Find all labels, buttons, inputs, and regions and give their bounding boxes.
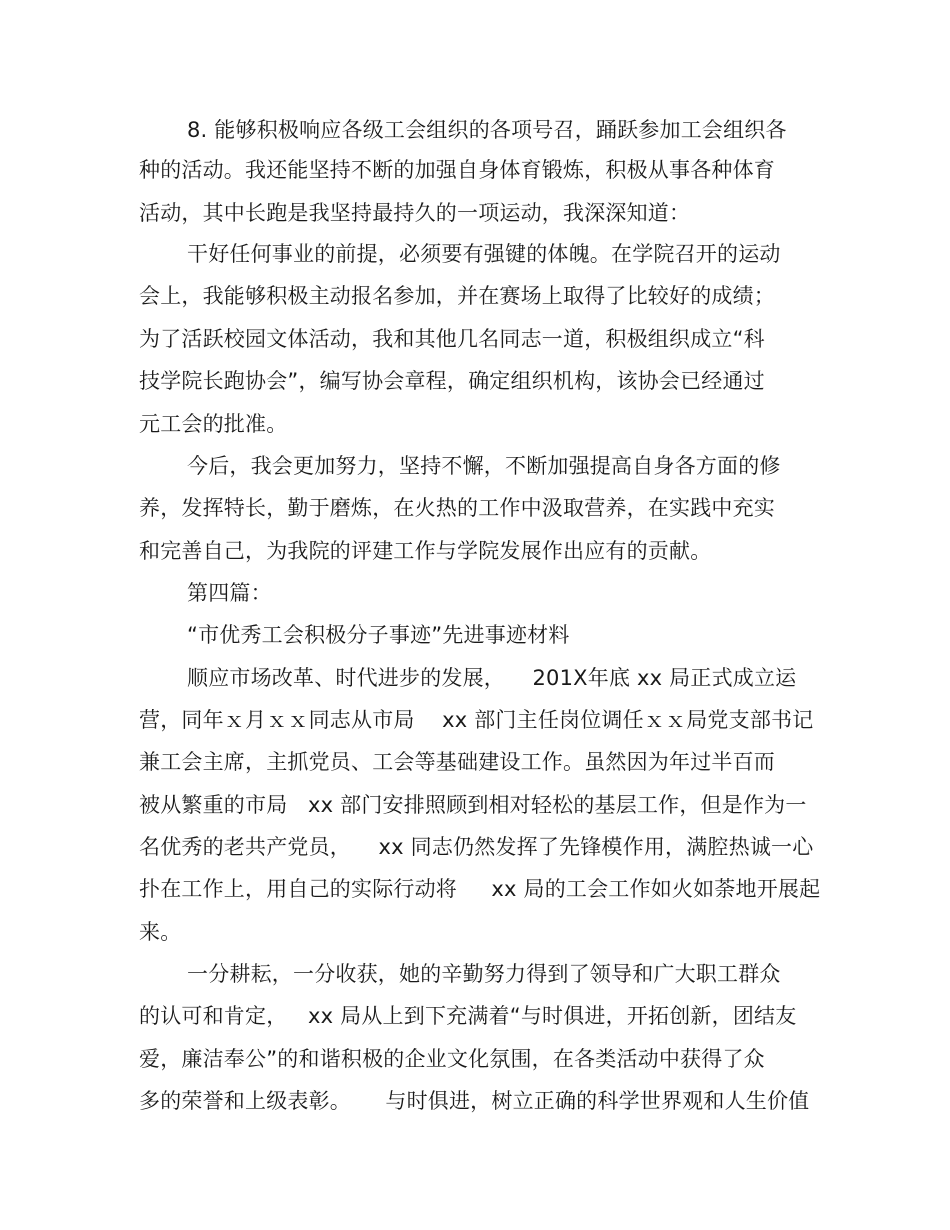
text-line: 8. 能够积极响应各级工会组织的各项号召，踊跃参加工会组织各 [187, 118, 787, 142]
text-line: 会上，我能够积极主动报名参加，并在赛场上取得了比较好的成绩； [139, 284, 775, 308]
text-line: 和完善自己，为我院的评建工作与学院发展作出应有的贡献。 [139, 539, 712, 563]
text-line: 干好任何事业的前提，必须要有强键的体魄。在学院召开的运动 [187, 242, 781, 266]
text-line: 兼工会主席，主抓党员、工会等基础建设工作。虽然因为年过半百而 [139, 750, 775, 774]
text-line: 一分耕耘，一分收获，她的辛勤努力得到了领导和广大职工群众 [187, 962, 781, 986]
text-line: 多的荣誉和上级表彰。 与时俱进，树立正确的科学世界观和人生价值 [139, 1089, 810, 1113]
text-line: 顺应市场改革、时代进步的发展， 201X年底 xx 局正式成立运 [187, 666, 797, 690]
text-line: 来。 [139, 920, 182, 944]
text-line: 活动，其中长跑是我坚持最持久的一项运动，我深深知道： [139, 201, 691, 225]
text-line: 营，同年ｘ月ｘｘ同志从市局 xx 部门主任岗位调任ｘｘ局党支部书记 [139, 708, 814, 732]
text-line: 扑在工作上，用自己的实际行动将 xx 局的工会工作如火如荼地开展起 [139, 877, 821, 901]
section-heading: 第四篇： [187, 581, 272, 605]
text-line: 为了活跃校园文体活动，我和其他几名同志一道，积极组织成立“科 [139, 327, 765, 351]
text-line: 技学院长跑协会”，编写协会章程，确定组织机构，该协会已经通过 [139, 369, 765, 393]
text-line: 种的活动。我还能坚持不断的加强自身体育锻炼，积极从事各种体育 [139, 158, 775, 182]
text-line: 今后，我会更加努力，坚持不懈，不断加强提高自身各方面的修 [187, 454, 781, 478]
text-line: 养，发挥特长，勤于磨炼，在火热的工作中汲取营养，在实践中充实 [139, 496, 775, 520]
text-line: 的认可和肯定， xx 局从上到下充满着“与时俱进，开拓创新，团结友 [139, 1004, 797, 1028]
text-line: 名优秀的老共产党员， xx 同志仍然发挥了先锋模作用，满腔热诚一心 [139, 835, 814, 859]
text-line: 爱，廉洁奉公”的和谐积极的企业文化氛围，在各类活动中获得了众 [139, 1047, 765, 1071]
text-line: 被从繁重的市局 xx 部门安排照顾到相对轻松的基层工作，但是作为一 [139, 793, 807, 817]
document-title: “市优秀工会积极分子事迹”先进事迹材料 [187, 623, 570, 647]
text-line: 元工会的批准。 [139, 412, 288, 436]
